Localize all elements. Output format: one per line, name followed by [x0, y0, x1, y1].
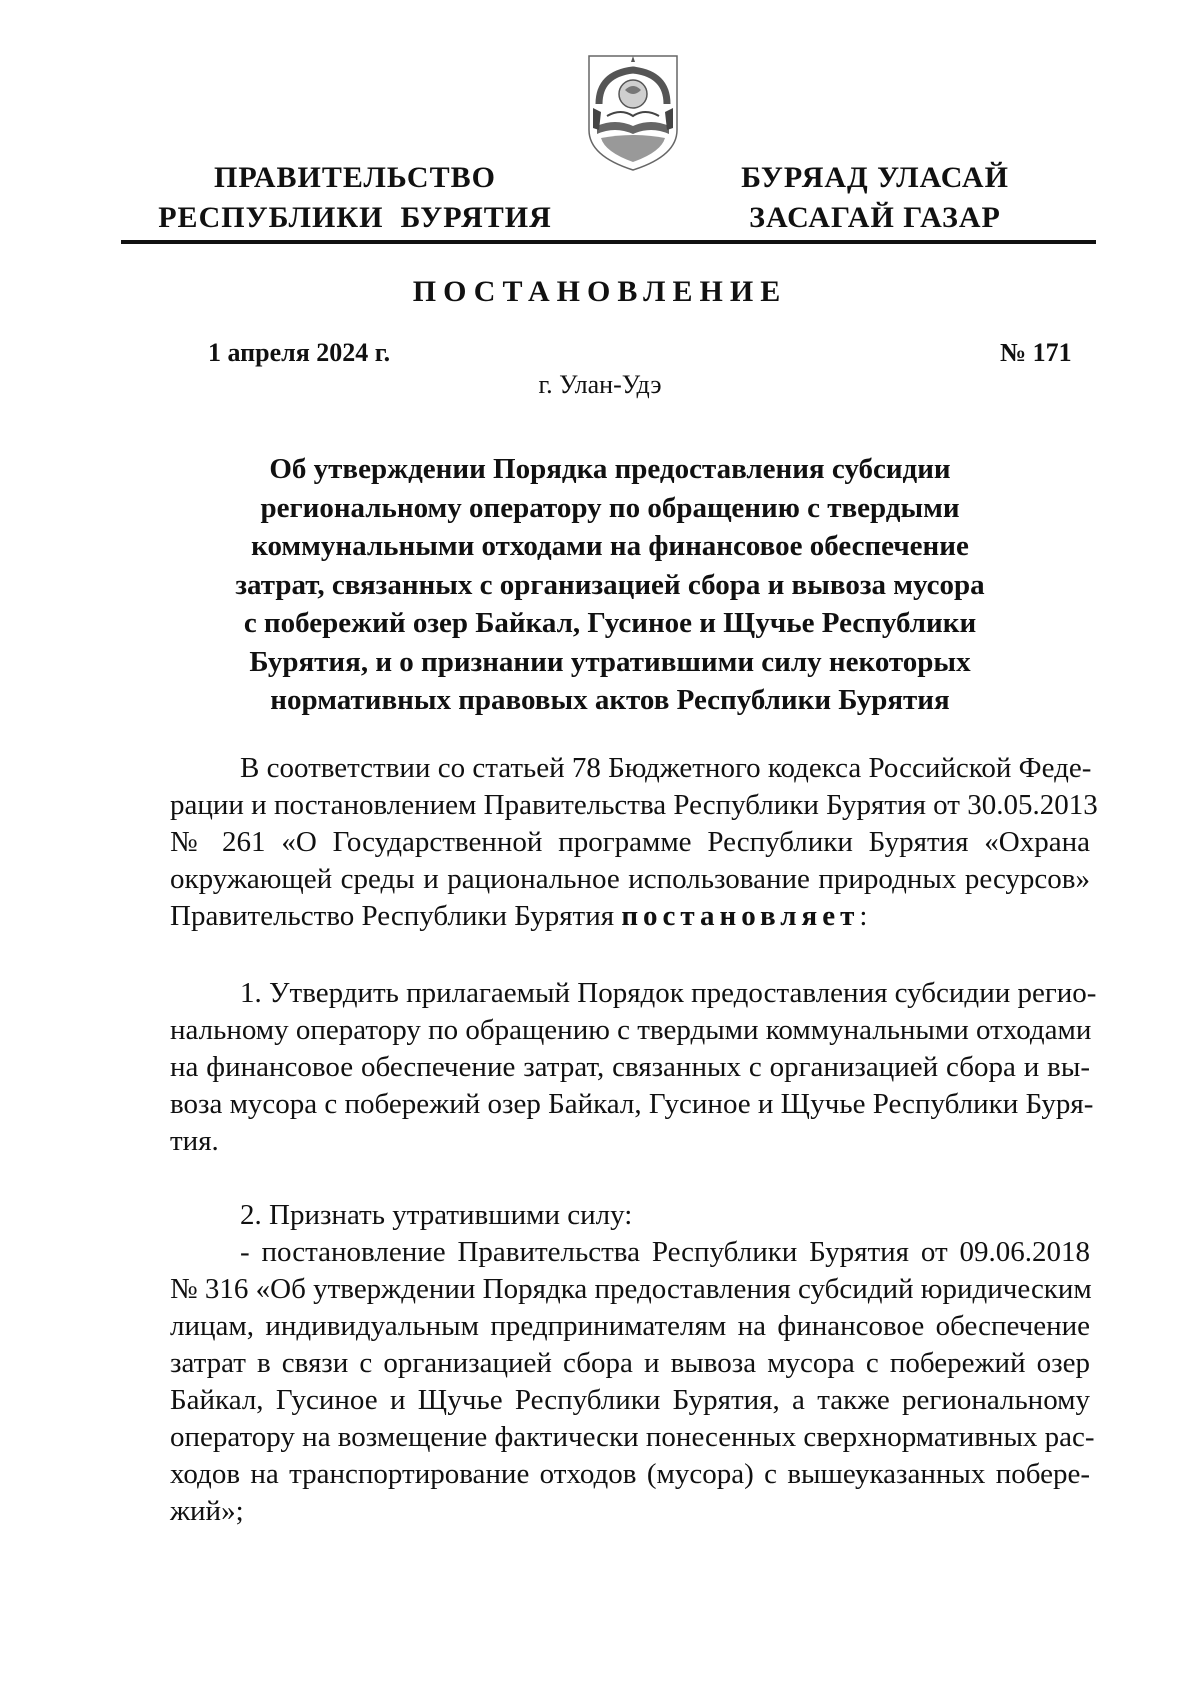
- document-number: № 171: [1000, 338, 1072, 367]
- item-2-line: 2. Признать утратившими силу:: [240, 1199, 633, 1231]
- decree-word: постановляет: [621, 900, 860, 932]
- issuer-name-buryat: [725, 158, 1025, 238]
- item-1-line: воза мусора с побережий озер Байкал, Гусиное и Щучье Республики Буря-: [170, 1088, 1094, 1120]
- document-city: г. Улан-Удэ: [538, 370, 662, 399]
- issuer-buryat-line-2: ЗАСАГАЙ ГАЗАР: [749, 201, 1001, 234]
- issuer-name-russian: [145, 158, 565, 238]
- item-1-line: на финансовое обеспечение затрат, связанных с организацией сбора и вы-: [170, 1051, 1090, 1083]
- title-line: Бурятия, и о признании утратившими силу некоторых: [249, 645, 971, 678]
- title-line: Об утверждении Порядка предоставления субсидии: [269, 453, 951, 485]
- preamble-colon: :: [859, 900, 868, 932]
- coat-of-arms-icon: [585, 52, 681, 174]
- title-line: коммунальными отходами на финансовое обеспечение: [251, 530, 969, 562]
- item-2-line: № 316 «Об утверждении Порядка предоставления субсидий юридическим: [170, 1273, 1092, 1305]
- title-line: нормативных правовых актов Республики Бурятия: [270, 684, 950, 716]
- item-1-paragraph: [170, 975, 1097, 1160]
- document-type: ПОСТАНОВЛЕНИЕ: [412, 275, 788, 308]
- item-1-line: нальному оператору по обращению с твердыми коммунальными отходами: [170, 1014, 1092, 1046]
- item-2-line: - постановление Правительства Республики Бурятия от 09.06.2018: [240, 1236, 1090, 1268]
- item-2-line: оператору на возмещение фактически понесенных сверхнормативных рас-: [170, 1421, 1095, 1453]
- issuer-line-1: ПРАВИТЕЛЬСТВО: [214, 161, 496, 194]
- document-title: [220, 450, 1000, 720]
- item-2-paragraph: [170, 1197, 1095, 1530]
- issuer-line-2: РЕСПУБЛИКИ БУРЯТИЯ: [158, 201, 552, 234]
- preamble-line: рации и постановлением Правительства Республики Бурятия от 30.05.2013: [170, 789, 1098, 821]
- issuer-buryat-line-1: БУРЯАД УЛАСАЙ: [741, 161, 1009, 194]
- preamble-line: № 261 «О Государственной программе Республики Бурятия «Охрана: [170, 826, 1090, 858]
- header-divider: [121, 240, 1096, 244]
- title-line: затрат, связанных с организацией сбора и вывоза мусора: [235, 568, 985, 601]
- preamble-line: В соответствии со статьей 78 Бюджетного кодекса Российской Феде-: [240, 752, 1092, 784]
- title-line: региональному оператору по обращению с твердыми: [260, 491, 960, 524]
- preamble-paragraph: [170, 750, 1098, 935]
- preamble-line: Правительство Республики Бурятия: [170, 900, 615, 932]
- item-2-line: лицам, индивидуальным предпринимателям на финансовое обеспечение: [170, 1310, 1090, 1342]
- item-1-line: тия.: [170, 1125, 219, 1157]
- preamble-final-line: [170, 898, 1090, 935]
- item-2-line: Байкал, Гусиное и Щучье Республики Бурятия, а также региональному: [170, 1384, 1090, 1416]
- item-2-line: затрат в связи с организацией сбора и вывоза мусора с побережий озер: [170, 1347, 1090, 1379]
- item-2-line: жий»;: [170, 1495, 244, 1527]
- item-2-line: ходов на транспортирование отходов (мусора) с вышеуказанных побере-: [170, 1458, 1090, 1490]
- title-line: с побережий озер Байкал, Гусиное и Щучье Республики: [243, 607, 977, 639]
- item-1-line: 1. Утвердить прилагаемый Порядок предоставления субсидии регио-: [240, 977, 1097, 1009]
- document-date: 1 апреля 2024 г.: [208, 338, 391, 367]
- preamble-line: окружающей среды и рациональное использование природных ресурсов»: [170, 863, 1090, 895]
